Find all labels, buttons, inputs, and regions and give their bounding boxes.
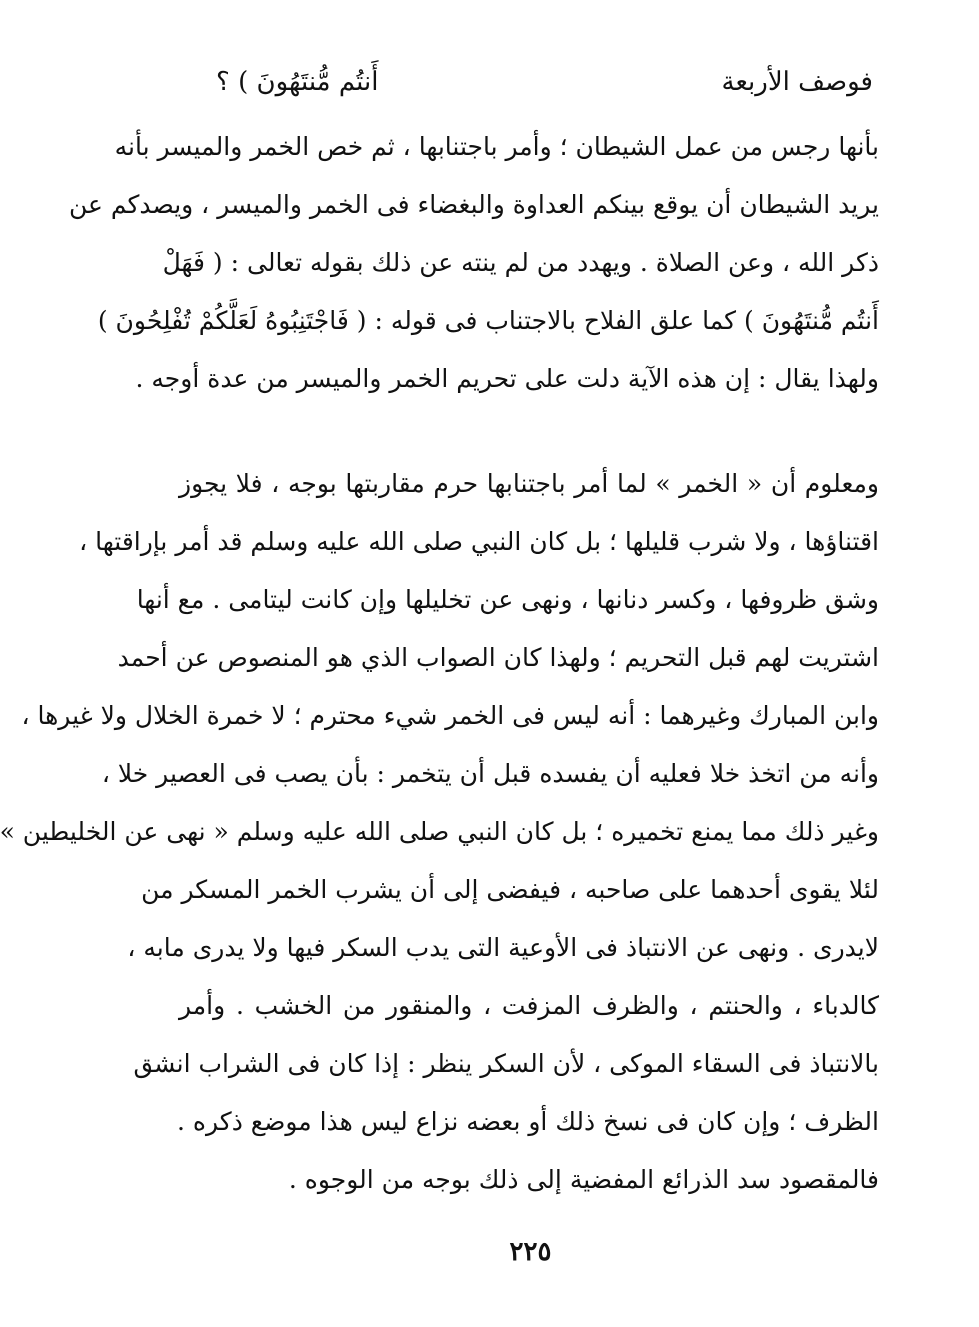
text-line: وشق ظروفها ، وكسر دنانها ، ونهى عن تخليلها وإن كانت ليتامى . مع أنها — [136, 585, 879, 614]
text-line: اشتريت لهم قبل التحريم ؛ ولهذا كان الصواب الذي هو المنصوص عن أحمد — [117, 643, 879, 672]
paragraph-2 — [0, 455, 879, 1209]
text-line: كالدباء ، والحنتم ، والظرف المزفت ، والمنقور من الخشب . وأمر — [179, 991, 879, 1020]
text-line: وأنه من اتخذ خلا فعليه أن يفسده قبل أن يتخمر : بأن يصب فى العصير خلا ، — [101, 759, 879, 788]
text-line: ذكر الله ، وعن الصلاة . ويهدد من لم ينته عن ذلك بقوله تعالى : ( فَهَلْ — [162, 248, 879, 277]
text-line: أَنتُم مُّنتَهُونَ ) كما علق الفلاح بالاجتناب فى قوله : ( فَاجْتَنِبُوهُ لَعَلَّكُمْ تُفْلِحُونَ ) — [97, 306, 879, 335]
text-line: بأنها رجس من عمل الشيطان ؛ وأمر باجتنابها ، ثم خص الخمر والميسر بأنه — [114, 132, 879, 161]
running-header-catchword: أَنتُم مُّنتَهُونَ ) ؟ — [216, 67, 379, 97]
text-line: لئلا يقوى أحدهما على صاحبه ، فيفضى إلى أن يشرب الخمر المسكر من — [141, 875, 879, 904]
text-line: بالانتباذ فى السقاء الموكى ، لأن السكر ينظر : إذا كان فى الشراب انشق — [133, 1049, 879, 1078]
text-line: اقتناؤها ، ولا شرب قليلها ؛ بل كان النبي صلى الله عليه وسلم قد أمر بإراقتها ، — [79, 527, 879, 556]
text-line: فالمقصود سد الذرائع المفضية إلى ذلك بوجه من الوجوه . — [288, 1165, 879, 1194]
text-line: يريد الشيطان أن يوقع بينكم العداوة والبغضاء فى الخمر والميسر ، ويصدكم عن — [68, 190, 879, 219]
text-line: ومعلوم أن « الخمر » لما أمر باجتنابها حرم مقاربتها بوجه ، فلا يجوز — [179, 469, 879, 498]
text-line: الظرف ؛ وإن كان فى نسخ ذلك أو بعضه نزاع ليس هذا موضع ذكره . — [177, 1107, 879, 1136]
text-line: ولهذا يقال : إن هذه الآية دلت على تحريم الخمر والميسر من عدة أوجه . — [135, 364, 879, 393]
running-header-title: فوصف الأربعة — [721, 67, 873, 97]
page-number: ٢٢٥ — [509, 1237, 552, 1267]
text-line: وابن المبارك وغيرهما : أنه ليس فى الخمر شيء محترم ؛ لا خمرة الخلال ولا غيرها ، — [21, 701, 879, 730]
text-line: لايدرى . ونهى عن الانتباذ فى الأوعية التى يدب السكر فيها ولا يدرى مابه ، — [127, 933, 879, 962]
paragraph-1 — [68, 118, 879, 408]
text-line: وغير ذلك مما يمنع تخميره ؛ بل كان النبي صلى الله عليه وسلم « نهى عن الخليطين » — [0, 817, 879, 846]
